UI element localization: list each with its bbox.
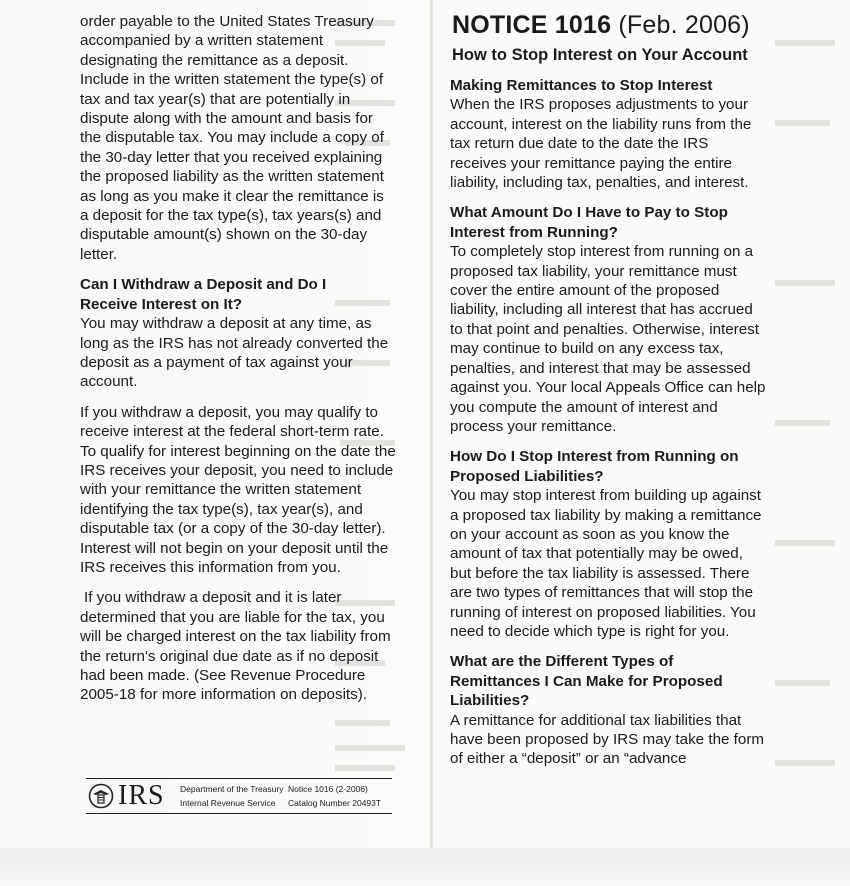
right-paragraph-2: To completely stop interest from running on a proposed tax liability, your remittance must cover the entire amount of the proposed liability, including all interest that has accrued to that point and penalties. Otherwise, interest may continue to build on any excess tax, penalties, and interest that may be assessed against you. Your local Appeals Office can help you compute the amount of interest and process your remittance. bbox=[450, 243, 766, 435]
left-heading-withdraw-deposit: Can I Withdraw a Deposit and Do I Receive Interest on It? bbox=[80, 276, 327, 313]
right-column bbox=[450, 76, 770, 769]
footer-department: Department of the Treasury bbox=[180, 784, 284, 794]
left-paragraph-3: If you withdraw a deposit, you may qualify to receive interest at the federal short-term rate. To qualify for interest beginning on the date the IRS receives your deposit, you need to include with your remittance the written statement identifying the tax type(s), tax year(s), and disputable tax (or a copy of the 30-day letter). Interest will not begin on your deposit until the IRS receives this information from you. bbox=[80, 403, 396, 576]
footer-service: Internal Revenue Service bbox=[180, 798, 276, 808]
irs-logo-text: IRS bbox=[118, 780, 165, 811]
notice-date: (Feb. 2006) bbox=[618, 11, 750, 39]
notice-title bbox=[452, 9, 772, 41]
notice-number: NOTICE 1016 bbox=[452, 11, 612, 39]
eagle-seal-icon bbox=[88, 783, 114, 809]
left-paragraph-4: If you withdraw a deposit and it is later determined that you are liable for the tax, you will be charged interest on the tax liability from the return's original due date as if no deposit had been made. (See Revenue Procedure 2005-18 for more information on deposits). bbox=[80, 589, 391, 704]
footer-notice-number: Notice 1016 (2-2006) bbox=[288, 784, 368, 794]
left-paragraph-1: order payable to the United States Treasury accompanied by a written statement designating the remittance as a deposit. Include in the written statement the type(s) of tax and tax year(s) that are potentially in dispute along with the amount and basis for the disputable tax. You may include a copy of the 30-day letter that you received explaining the proposed liability as the written statement as long as you make it clear the remittance is a deposit for the tax type(s), tax years(s) and disputable amount(s) shown on the 30-day letter. bbox=[80, 13, 384, 263]
right-heading-amount-to-pay: What Amount Do I Have to Pay to Stop Interest from Running? bbox=[450, 204, 728, 241]
right-paragraph-4: A remittance for additional tax liabilities that have been proposed by IRS may take the form of either a “deposit” or an “advance bbox=[450, 711, 765, 768]
right-paragraph-1: When the IRS proposes adjustments to your account, interest on the liability runs from the tax return due date to the date the IRS receives your remittance paying the entire liability, including tax, penalties, and interest. bbox=[450, 96, 752, 192]
right-paragraph-3: You may stop interest from building up against a proposed tax liability by making a remittance on your account as soon as you know the amount of tax that potentially may be owed, but before the tax liability is assessed. There are two types of remittances that will stop the running of interest on proposed liabilities. You need to decide which type is right for you. bbox=[450, 487, 762, 640]
left-paragraph-2: You may withdraw a deposit at any time, as long as the IRS has not already converted the deposit as a payment of tax against your account. bbox=[80, 315, 389, 391]
left-column bbox=[80, 12, 410, 705]
irs-footer bbox=[86, 778, 392, 814]
notice-subtitle: How to Stop Interest on Your Account bbox=[452, 46, 748, 64]
right-heading-making-remittances: Making Remittances to Stop Interest bbox=[450, 77, 713, 94]
right-heading-stop-interest: How Do I Stop Interest from Running on Proposed Liabilities? bbox=[450, 448, 739, 485]
scan-bottom-edge bbox=[0, 848, 850, 886]
right-heading-types-of-remittances: What are the Different Types of Remittances I Can Make for Proposed Liabilities? bbox=[450, 653, 723, 710]
footer-catalog-number: Catalog Number 20493T bbox=[288, 798, 382, 808]
